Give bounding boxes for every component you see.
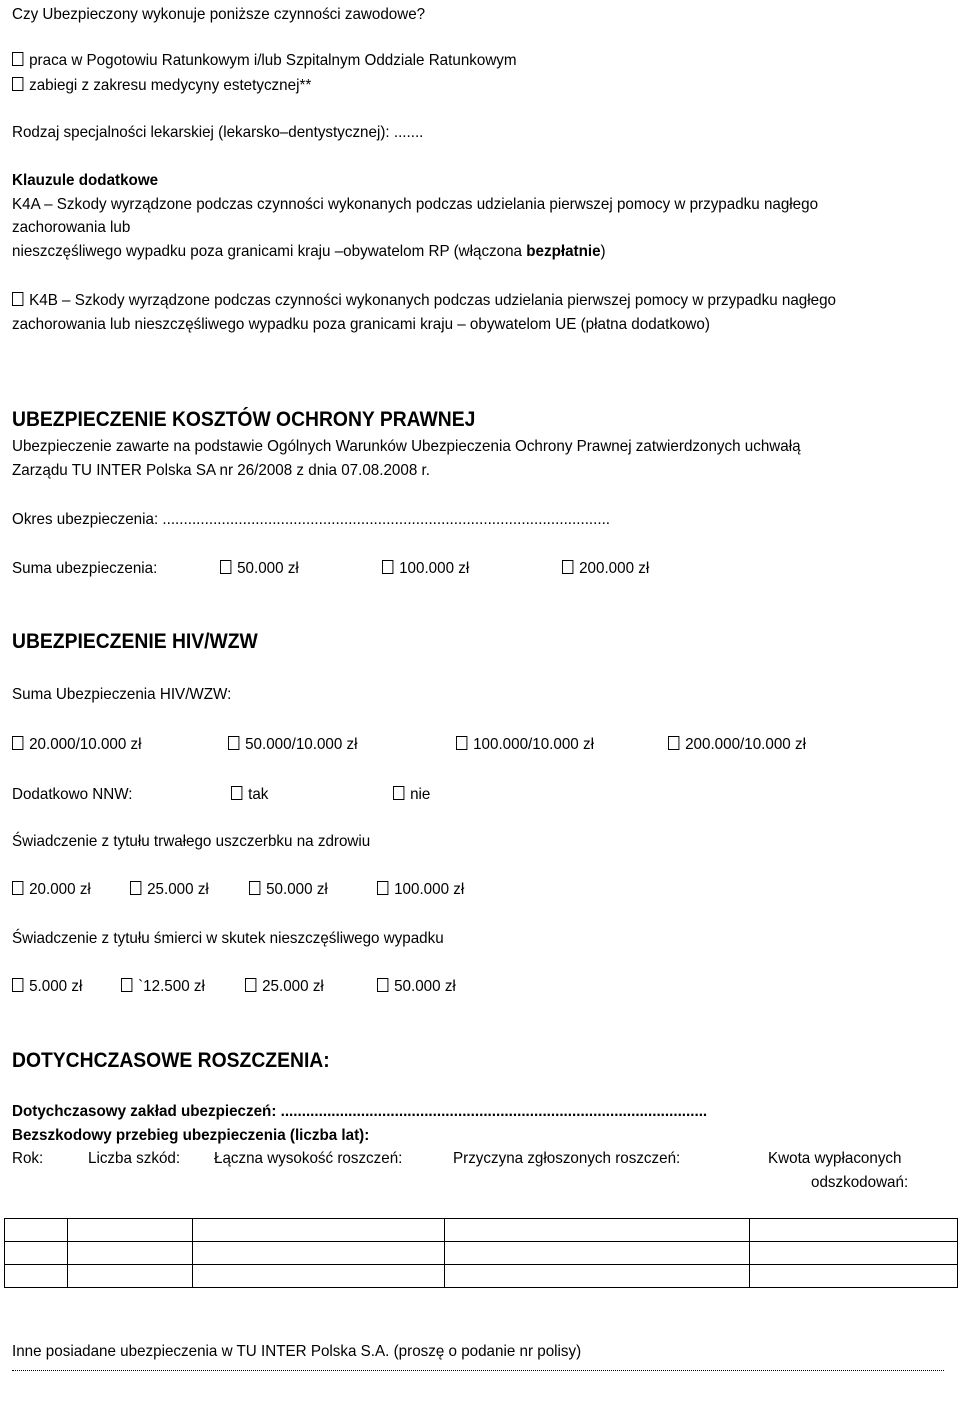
trwaly-option-4[interactable]: 100.000 zł [377, 880, 464, 900]
table-cell[interactable] [5, 1242, 68, 1265]
k4a-bezplatnie: bezpłatnie [526, 243, 601, 260]
checkbox-icon[interactable] [249, 881, 260, 895]
claims-table [4, 1218, 958, 1288]
checkbox-icon[interactable] [121, 978, 132, 992]
checkbox-icon[interactable] [12, 77, 23, 91]
k4b-line2: zachorowania lub nieszczęśliwego wypadku poza granicami kraju – obywatelom UE (płatna dodatkowo) [12, 316, 710, 333]
specjalnosc-field[interactable]: Rodzaj specjalności lekarskiej (lekarsko–dentystycznej): ....... [12, 124, 424, 141]
table-cell[interactable] [445, 1242, 750, 1265]
hiv-heading: UBEZPIECZENIE HIV/WZW [12, 630, 258, 653]
k4a-text: nieszczęśliwego wypadku poza granicami kraju –obywatelom RP (włączona [12, 243, 527, 260]
inne-label: Inne posiadane ubezpieczenia w TU INTER Polska S.A. (proszę o podanie nr polisy) [12, 1343, 582, 1360]
option-pogotowie[interactable] [12, 51, 517, 71]
col-rok: Rok: [12, 1150, 44, 1167]
option-estetyczne[interactable] [12, 76, 311, 96]
nnw-option-nie[interactable]: nie [393, 785, 430, 805]
checkbox-icon[interactable] [456, 736, 467, 750]
nnw-option-tak[interactable]: tak [231, 785, 268, 805]
checkbox-icon[interactable] [668, 736, 679, 750]
k4a-line3 [12, 242, 606, 262]
table-cell[interactable] [750, 1265, 958, 1288]
col-kwota-line1: Kwota wypłaconych [768, 1150, 902, 1167]
table-cell[interactable] [445, 1219, 750, 1242]
hiv-option-2[interactable]: 50.000/10.000 zł [228, 735, 358, 755]
hiv-option-1[interactable]: 20.000/10.000 zł [12, 735, 142, 755]
table-cell[interactable] [750, 1242, 958, 1265]
col-laczna: Łączna wysokość roszczeń: [214, 1150, 403, 1167]
table-row [5, 1265, 958, 1288]
checkbox-icon[interactable] [130, 881, 141, 895]
prawna-line2: Zarządu TU INTER Polska SA nr 26/2008 z dnia 07.08.2008 r. [12, 462, 430, 479]
trwaly-option-3[interactable]: 50.000 zł [249, 880, 328, 900]
checkbox-icon[interactable] [245, 978, 256, 992]
checkbox-icon[interactable] [12, 881, 23, 895]
table-cell[interactable] [750, 1219, 958, 1242]
hiv-suma-label: Suma Ubezpieczenia HIV/WZW: [12, 686, 232, 703]
klauzule-heading: Klauzule dodatkowe [12, 172, 159, 189]
roszczenia-heading: DOTYCHCZASOWE ROSZCZENIA: [12, 1049, 330, 1072]
checkbox-icon[interactable] [12, 292, 23, 306]
option-estetyczne-label: zabiegi z zakresu medycyny estetycznej** [29, 77, 312, 94]
col-przyczyna: Przyczyna zgłoszonych roszczeń: [453, 1150, 681, 1167]
k4a-line1: K4A – Szkody wyrządzone podczas czynności wykonanych podczas udzielania pierwszej pomocy w przypadku nagłego [12, 196, 819, 213]
suma-label: Suma ubezpieczenia: [12, 560, 158, 577]
smierc-label: Świadczenie z tytułu śmierci w skutek nieszczęśliwego wypadku [12, 930, 444, 947]
table-cell[interactable] [193, 1265, 445, 1288]
checkbox-icon[interactable] [393, 786, 404, 800]
checkbox-icon[interactable] [231, 786, 242, 800]
prawna-line1: Ubezpieczenie zawarte na podstawie Ogólnych Warunków Ubezpieczenia Ochrony Prawnej zatwierdzonych uchwałą [12, 438, 801, 455]
checkbox-icon[interactable] [228, 736, 239, 750]
table-cell[interactable] [68, 1242, 193, 1265]
suma-option-3[interactable]: 200.000 zł [562, 559, 649, 579]
suma-option-2[interactable]: 100.000 zł [382, 559, 469, 579]
smierc-option-2[interactable]: `12.500 zł [121, 977, 205, 997]
prawna-heading: UBEZPIECZENIE KOSZTÓW OCHRONY PRAWNEJ [12, 408, 476, 431]
hiv-option-3[interactable]: 100.000/10.000 zł [456, 735, 594, 755]
smierc-option-3[interactable]: 25.000 zł [245, 977, 324, 997]
k4b-line1[interactable] [12, 291, 836, 311]
table-cell[interactable] [5, 1219, 68, 1242]
table-cell[interactable] [68, 1265, 193, 1288]
col-kwota-line2: odszkodowań: [811, 1174, 909, 1191]
inne-input-line[interactable] [12, 1370, 944, 1371]
zaklad-field[interactable]: Dotychczasowy zakład ubezpieczeń: ..................................................................................................... [12, 1103, 708, 1120]
option-pogotowie-label: praca w Pogotowiu Ratunkowym i/lub Szpitalnym Oddziale Ratunkowym [29, 52, 517, 69]
checkbox-icon[interactable] [12, 978, 23, 992]
checkbox-icon[interactable] [382, 560, 393, 574]
trwaly-option-1[interactable]: 20.000 zł [12, 880, 91, 900]
table-row [5, 1242, 958, 1265]
checkbox-icon[interactable] [377, 881, 388, 895]
checkbox-icon[interactable] [12, 736, 23, 750]
checkbox-icon[interactable] [377, 978, 388, 992]
k4a-line2: zachorowania lub [12, 219, 131, 236]
okres-field[interactable]: Okres ubezpieczenia: .......................................................................................................... [12, 511, 611, 528]
k4a-close: ) [600, 243, 606, 260]
trwaly-label: Świadczenie z tytułu trwałego uszczerbku na zdrowiu [12, 833, 371, 850]
checkbox-icon[interactable] [12, 52, 23, 66]
bezszkodowy-label: Bezszkodowy przebieg ubezpieczenia (liczba lat): [12, 1127, 370, 1144]
checkbox-icon[interactable] [562, 560, 573, 574]
hiv-option-4[interactable]: 200.000/10.000 zł [668, 735, 806, 755]
trwaly-option-2[interactable]: 25.000 zł [130, 880, 209, 900]
activities-question: Czy Ubezpieczony wykonuje poniższe czynności zawodowe? [12, 6, 426, 23]
nnw-label: Dodatkowo NNW: [12, 786, 133, 803]
table-cell[interactable] [68, 1219, 193, 1242]
suma-option-1[interactable]: 50.000 zł [220, 559, 299, 579]
smierc-option-4[interactable]: 50.000 zł [377, 977, 456, 997]
table-cell[interactable] [193, 1242, 445, 1265]
table-cell[interactable] [193, 1219, 445, 1242]
smierc-option-1[interactable]: 5.000 zł [12, 977, 82, 997]
col-liczba: Liczba szkód: [88, 1150, 181, 1167]
table-cell[interactable] [5, 1265, 68, 1288]
checkbox-icon[interactable] [220, 560, 231, 574]
table-row [5, 1219, 958, 1242]
table-cell[interactable] [445, 1265, 750, 1288]
k4b-text1: K4B – Szkody wyrządzone podczas czynności wykonanych podczas udzielania pierwszej pomocy w przypadku nagłego [29, 292, 836, 309]
